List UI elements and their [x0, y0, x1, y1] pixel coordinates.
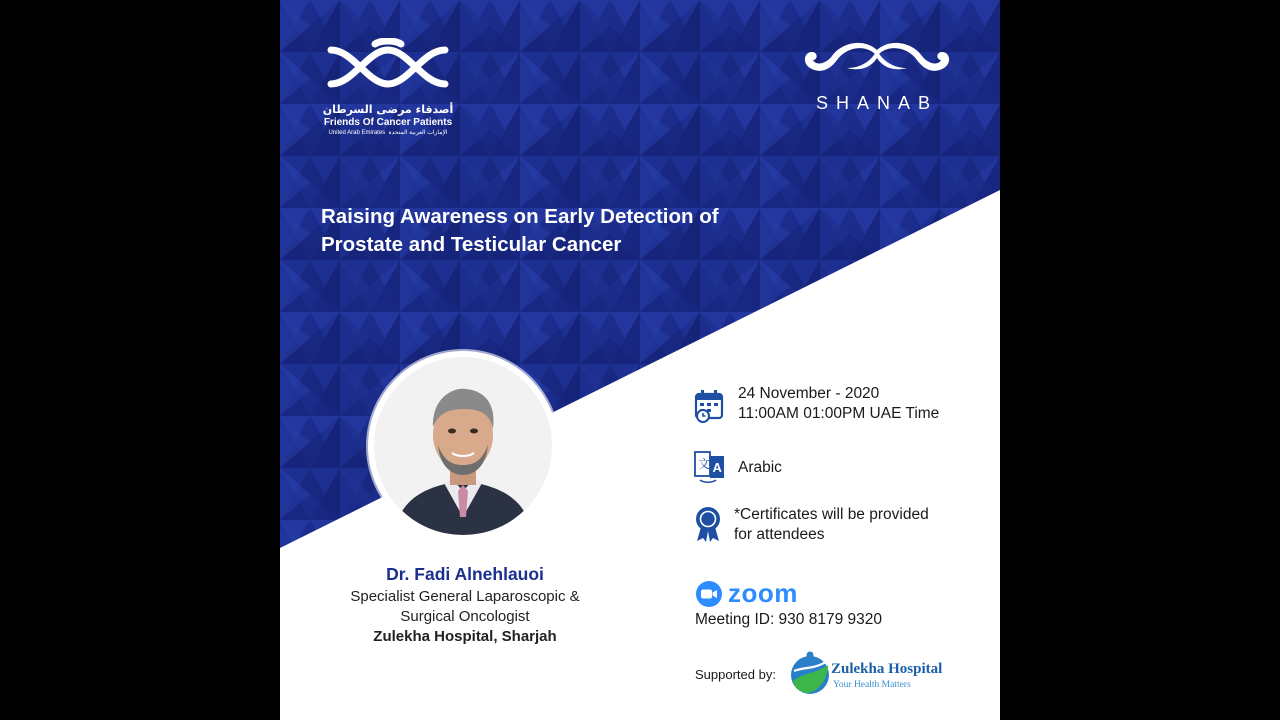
zulekha-hospital-logo: [788, 651, 943, 702]
supported-by-label: Supported by:: [695, 667, 776, 682]
certificate-note-line-1: *Certificates will be provided: [734, 506, 929, 523]
event-language: Arabic: [738, 459, 782, 476]
speaker-role-line-2: Surgical Oncologist: [400, 608, 530, 625]
speaker-name: Dr. Fadi Alnehlauoi: [386, 564, 544, 584]
meeting-id: Meeting ID: 930 8179 9320: [695, 611, 882, 628]
foc-english-name: Friends Of Cancer Patients: [323, 117, 453, 128]
certificate-note-line-2: for attendees: [734, 526, 825, 543]
speaker-role-line-1: Specialist General Laparoscopic &: [350, 588, 580, 605]
svg-text:A: A: [712, 460, 722, 475]
speaker-details: [310, 564, 620, 645]
speaker-role: [310, 587, 620, 627]
event-datetime: [738, 384, 939, 424]
zoom-camera-icon: [695, 580, 723, 608]
event-poster: [280, 0, 1000, 720]
shanab-wordmark: SHANAB: [815, 93, 939, 113]
friends-of-cancer-patients-logo: [318, 38, 458, 136]
zulekha-name: Zulekha Hospital: [831, 661, 943, 677]
speaker-portrait: [368, 351, 558, 541]
event-title: [321, 203, 719, 259]
foc-arabic-name: أصدقاء مرضى السرطان: [322, 103, 454, 116]
calendar-clock-icon: [694, 389, 726, 423]
svg-text:文: 文: [698, 457, 711, 471]
zoom-wordmark: zoom: [728, 578, 798, 608]
foc-country: United Arab Emirates الإمارات العربية المتحدة: [328, 130, 448, 136]
event-date: 24 November - 2020: [738, 385, 880, 402]
zulekha-tagline: Your Health Matters: [833, 680, 911, 690]
shanab-logo: [792, 38, 962, 114]
speaker-hospital: Zulekha Hospital, Sharjah: [373, 628, 557, 645]
certificate-badge-icon: [694, 505, 722, 543]
event-title-line-2: Prostate and Testicular Cancer: [321, 233, 622, 256]
event-title-line-1: Raising Awareness on Early Detection of: [321, 205, 719, 228]
translate-icon: [694, 450, 726, 484]
moustache-icon: [792, 38, 962, 88]
speaker-photo: [374, 357, 552, 535]
zulekha-globe-icon: [788, 651, 832, 697]
event-time: 11:00AM 01:00PM UAE Time: [738, 405, 940, 422]
foc-ribbon-icon: [323, 38, 453, 96]
certificate-note: [734, 505, 929, 545]
